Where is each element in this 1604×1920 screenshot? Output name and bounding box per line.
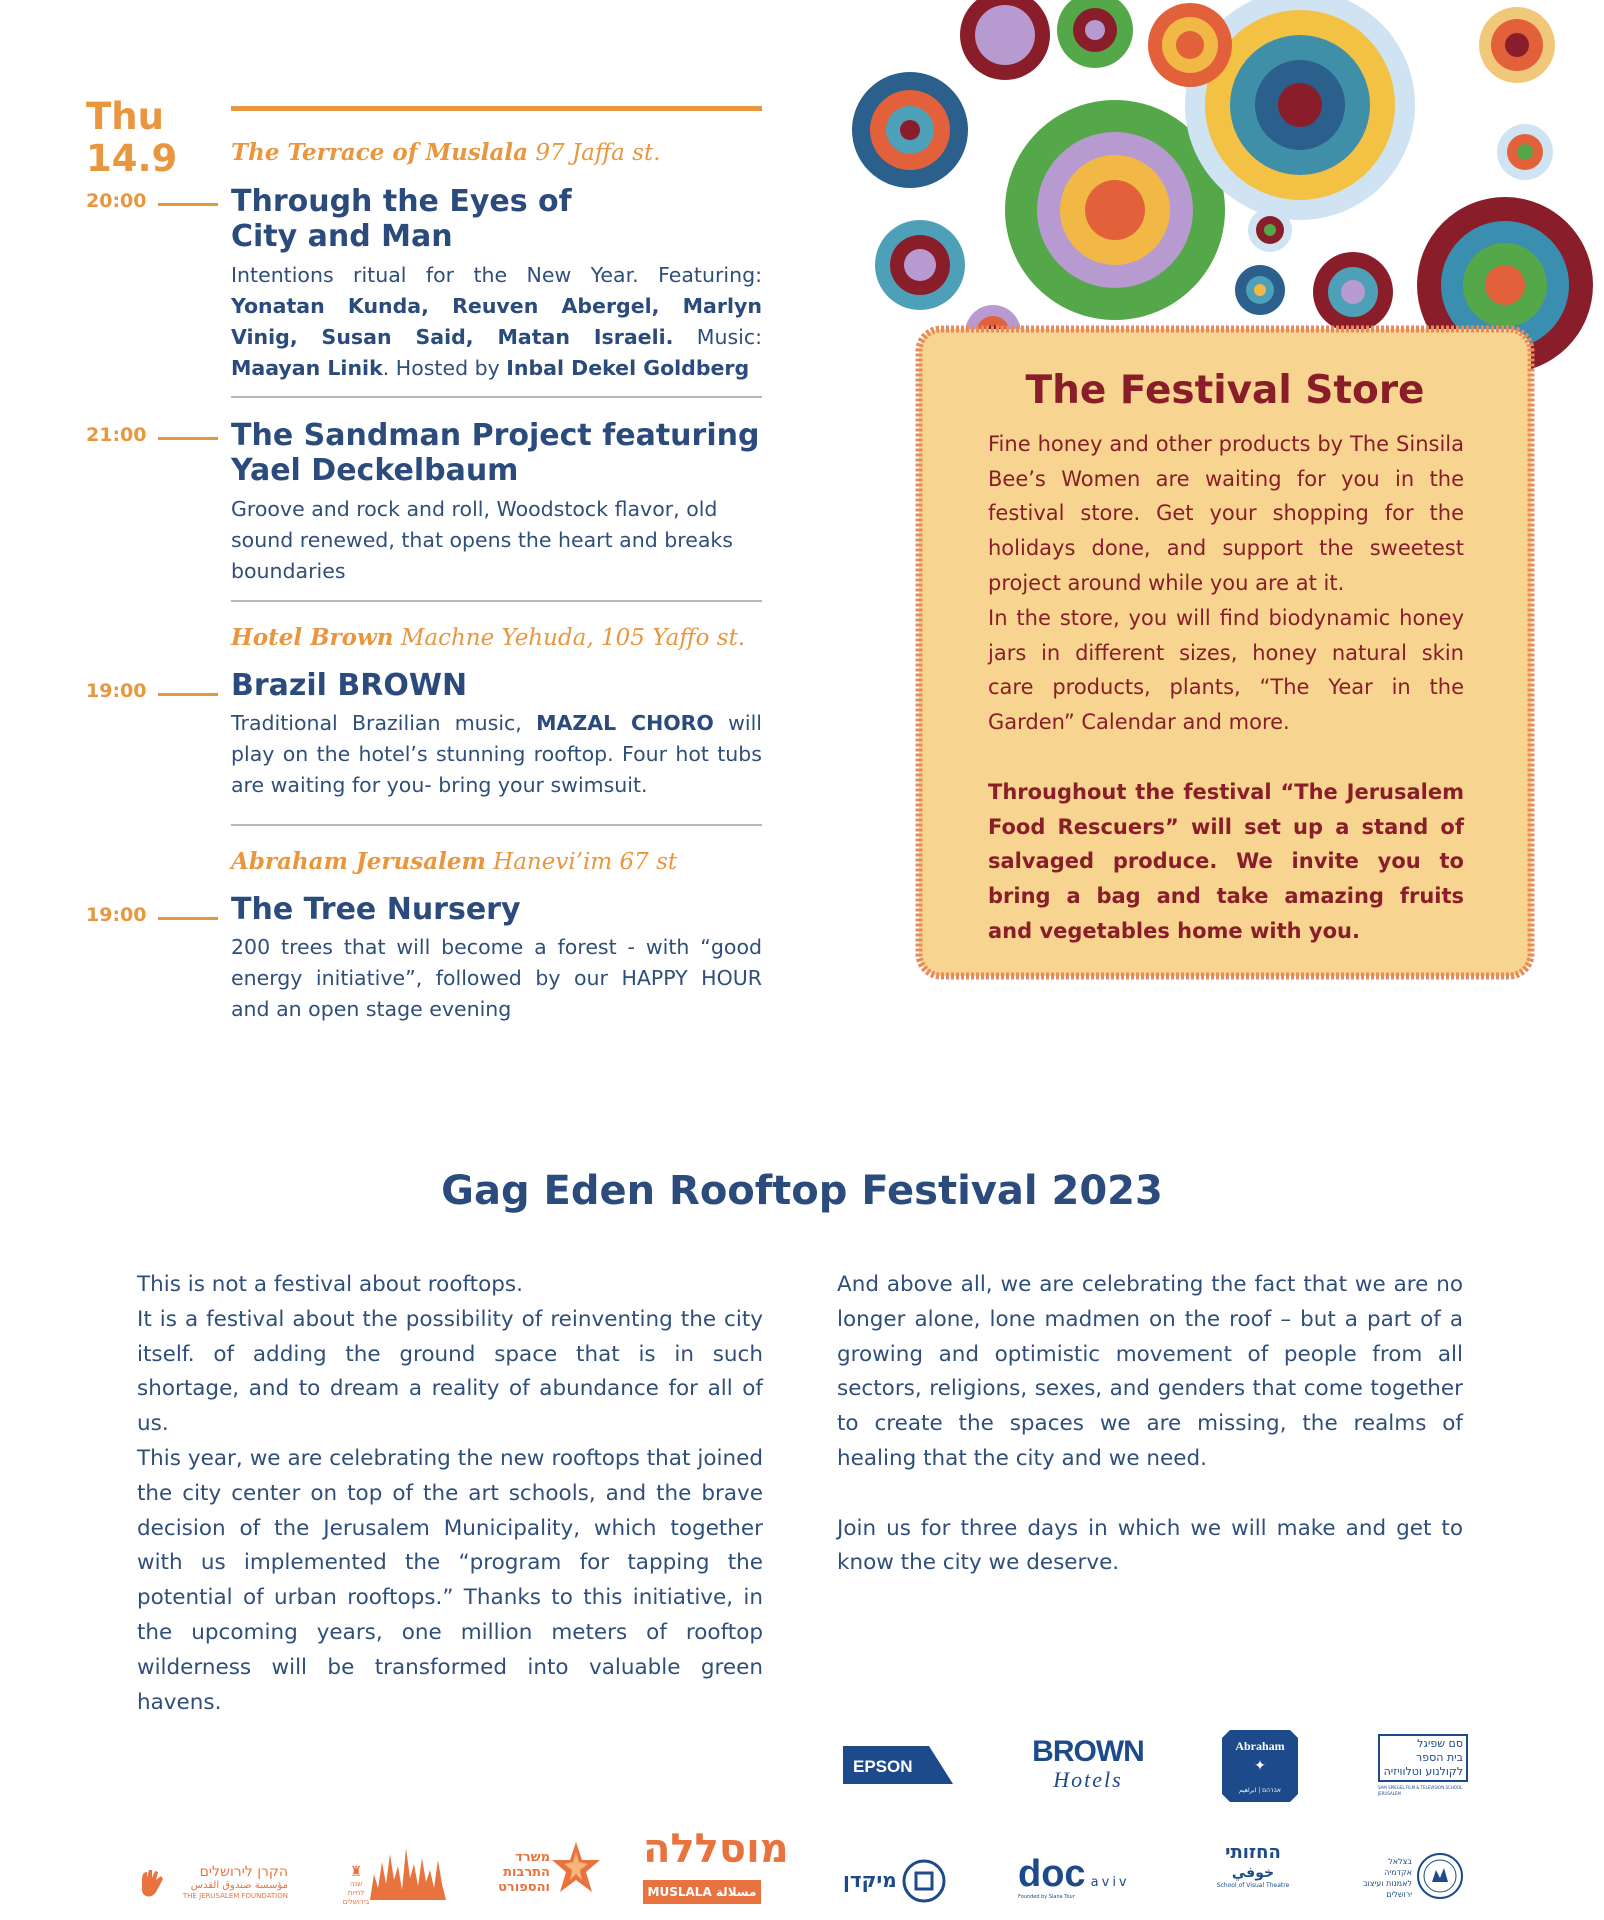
bezalel-line4: ירושלים <box>1386 1890 1412 1899</box>
jerusalem-season-line1: שנה לחיות <box>347 1880 365 1897</box>
desc-featuring: Yonatan Kunda, Reuven Abergel, Marlyn Vinig, Susan Said, Matan Israeli. <box>231 294 762 349</box>
brown-logo-main: BROWN <box>1032 1735 1144 1768</box>
day-date-label <box>86 96 177 180</box>
divider <box>231 600 762 602</box>
date-label: 14.9 <box>86 137 178 180</box>
ministry-line1: משרד <box>515 1850 550 1865</box>
event-title-line1: The Sandman Project featuring <box>231 418 760 453</box>
time-line <box>158 693 218 696</box>
docaviv-sub-text: aviv <box>1090 1875 1130 1890</box>
paragraph-spacer <box>837 1477 1463 1512</box>
venue-name: Abraham Jerusalem <box>231 848 486 875</box>
dot-left-blue <box>852 72 968 188</box>
hazuti-arabic: خوفي <box>1231 1865 1275 1881</box>
festival-store-card <box>915 325 1535 980</box>
event-title <box>231 184 762 254</box>
divider <box>231 396 762 398</box>
bezalel-seal-icon <box>1416 1852 1464 1900</box>
festival-left-p3: This year, we are celebrating the new rooftops that joined the city center on top of the art schools, and the brave decision of the Jerusalem Municipality, which together with us implemented the “program for tapping the potential of urban rooftops.” Thanks to this initiative, in the upcoming years, one million meters of rooftop wilderness will be transformed into valuable green havens. <box>137 1445 763 1715</box>
festival-right-p1: And above all, we are celebrating the fact that we are no longer alone, lone madmen on the roof – but a part of a growing and optimistic movement of people from all sectors, religions, sexes, and genders that come together to create the spaces we are missing, the realms of healing that the city and we need. <box>837 1272 1463 1471</box>
venue-name: The Terrace of Muslala <box>231 139 529 166</box>
jerusalem-foundation-hebrew: הקרן לירושלים <box>199 1864 288 1880</box>
desc-intro: Intentions ritual for the New Year. Featuring: <box>231 263 762 287</box>
store-paragraph-2: In the store, you will find biodynamic honey jars in different sizes, honey natural skin care products, plants, “The Year in the Garden” Calendar and more. <box>988 606 1464 735</box>
event-time: 19:00 <box>86 680 147 702</box>
muslala-logo <box>643 1822 789 1906</box>
day-label: Thu <box>86 95 164 138</box>
desc-host: Inbal Dekel Goldberg <box>506 356 750 380</box>
event-time: 21:00 <box>86 424 147 446</box>
bezalel-line1: בצלאל <box>1388 1857 1412 1866</box>
sam-spiegel-logo <box>1378 1734 1468 1797</box>
event-title: The Tree Nursery <box>231 892 521 927</box>
event-time: 19:00 <box>86 904 147 926</box>
jerusalem-foundation-logo <box>138 1864 288 1904</box>
sam-spiegel-line2: בית הספר <box>1416 1751 1463 1764</box>
muslala-hebrew: מוסללה <box>643 1826 789 1872</box>
dot-left-purple <box>875 220 965 310</box>
mikdan-text: מיקדן <box>843 1868 897 1892</box>
svg-text:✦: ✦ <box>1254 1758 1266 1774</box>
venue-address: Machne Yehuda, 105 Yaffo st. <box>400 625 746 651</box>
docaviv-main-text: doc <box>1018 1853 1086 1895</box>
venue-address: 97 Jaffa st. <box>535 140 661 166</box>
top-orange-rule <box>231 106 762 111</box>
event-time: 20:00 <box>86 190 147 212</box>
festival-left-column <box>137 1268 763 1720</box>
muslala-english: MUSLALA مسلالة <box>643 1880 761 1904</box>
sam-spiegel-english: SAM SPIEGEL FILM & TELEVISION SCHOOL JERUSALEM <box>1378 1785 1463 1796</box>
epson-logo-text: EPSON <box>853 1757 913 1776</box>
jerusalem-foundation-hand-icon <box>138 1866 166 1898</box>
desc-before: Traditional Brazilian music, <box>231 711 522 735</box>
time-line <box>158 917 218 920</box>
abraham-logo <box>1222 1730 1298 1802</box>
hazuti-logo <box>1214 1842 1292 1904</box>
bezalel-logo <box>1352 1852 1464 1904</box>
event-title-line2: City and Man <box>231 219 453 254</box>
event-description <box>231 708 762 801</box>
venue-muslala <box>231 139 661 166</box>
ministry-of-culture-logo <box>494 1842 600 1904</box>
mikdan-circle-icon <box>901 1858 947 1904</box>
event-description <box>231 260 762 384</box>
docaviv-logo <box>1018 1854 1152 1904</box>
venue-abraham <box>231 848 677 875</box>
desc-band: MAZAL CHORO <box>536 711 714 735</box>
venue-hotel-brown <box>231 624 745 651</box>
store-paragraph-3: Throughout the festival “The Jerusalem Food Rescuers” will set up a stand of salvaged produce. We invite you to bring a bag and take amazing fruits and vegetables home with you. <box>988 780 1464 943</box>
desc-period: . <box>382 356 390 380</box>
event-title <box>231 418 762 488</box>
festival-left-p1: This is not a festival about rooftops. <box>137 1272 523 1297</box>
city-skyline-icon <box>368 1844 448 1902</box>
sam-spiegel-line3: לקולנוע וטלוויזיה <box>1383 1765 1463 1778</box>
event-description: Groove and rock and roll, Woodstock flavor, old sound renewed, that opens the heart and breaks boundaries <box>231 497 733 583</box>
abraham-logo-subtext: אברהם | ابراهيم <box>1239 1787 1281 1794</box>
mikdan-logo <box>843 1858 949 1904</box>
jerusalem-foundation-arabic: مؤسسة صندوق القدس <box>190 1880 288 1891</box>
venue-address: Hanevi’im 67 st <box>493 849 678 875</box>
dot-small-maroon <box>1313 252 1393 332</box>
bezalel-line2: אקדמיה <box>1384 1868 1412 1877</box>
hazuti-english: School of Visual Theatre <box>1216 1882 1290 1889</box>
dot-top-green <box>1057 0 1133 68</box>
lion-emblem-icon: ♜ <box>349 1864 363 1880</box>
hazuti-hebrew: החזותי <box>1225 1842 1281 1863</box>
dot-small-blue <box>1235 265 1285 315</box>
store-paragraph-1: Fine honey and other products by The Sinsila Bee’s Women are waiting for you in the festival store. Get your shopping for the holidays done, and support the sweetest project around while you are at it. <box>988 432 1464 595</box>
desc-music: Maayan Linik <box>231 356 383 380</box>
ministry-star-icon <box>552 1842 600 1902</box>
event-description: 200 trees that will become a forest - with “good energy initiative”, followed by our HAPPY HOUR and an open stage evening <box>231 935 762 1021</box>
dot-right-orange <box>1479 7 1555 83</box>
ministry-line2: התרבות <box>503 1865 550 1880</box>
abraham-logo-text: Abraham <box>1235 1739 1285 1753</box>
festival-title: Gag Eden Rooftop Festival 2023 <box>441 1168 1163 1214</box>
epson-logo <box>843 1746 953 1784</box>
jerusalem-municipality-logo <box>342 1844 448 1904</box>
dot-small-teal <box>1248 208 1292 252</box>
desc-music-label: Music: <box>696 325 762 349</box>
event-title: Brazil BROWN <box>231 668 468 703</box>
time-line <box>158 203 218 206</box>
dot-top-purple <box>960 0 1050 80</box>
ministry-line3: והספורט <box>498 1880 550 1895</box>
festival-right-p2: Join us for three days in which we will make and get to know the city we deserve. <box>837 1515 1463 1576</box>
docaviv-small-text: Founded by Siana Tour <box>1018 1894 1075 1900</box>
jerusalem-foundation-english: THE JERUSALEM FOUNDATION <box>182 1892 288 1900</box>
desc-hosted-label: Hosted by <box>395 356 500 380</box>
brown-hotels-logo <box>1028 1737 1148 1793</box>
brown-logo-sub: Hotels <box>1053 1767 1123 1792</box>
festival-right-column <box>837 1268 1463 1581</box>
divider <box>231 824 762 826</box>
bezalel-line3: לאמנות ועיצוב <box>1362 1879 1412 1888</box>
festival-left-p2: It is a festival about the possibility of reinventing the city itself. of adding the ground space that is in such shortage, and to dream a reality of abundance for all of us. <box>137 1306 763 1437</box>
event-title-line1: Through the Eyes of <box>231 184 572 219</box>
time-line <box>158 437 218 440</box>
sam-spiegel-line1: סם שפיגל <box>1417 1737 1463 1750</box>
jerusalem-season-line2: בירושלים <box>342 1898 370 1906</box>
store-title: The Festival Store <box>1025 368 1425 413</box>
event-title-line2: Yael Deckelbaum <box>231 453 519 488</box>
decorative-dots-artwork <box>845 0 1604 380</box>
desc-after: will play on the hotel’s stunning rooftop. Four hot tubs are waiting for you- bring your swimsuit. <box>231 711 762 797</box>
venue-name: Hotel Brown <box>231 624 394 651</box>
dot-right-small <box>1497 124 1553 180</box>
dot-top-orange <box>1148 3 1232 87</box>
